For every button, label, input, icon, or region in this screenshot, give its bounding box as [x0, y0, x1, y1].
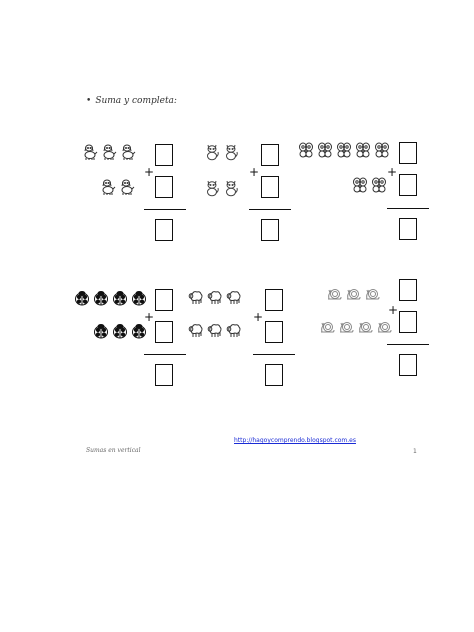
ladybug-icon: [131, 289, 147, 307]
picture-row-top: [326, 285, 380, 303]
picture-row-bottom: [188, 321, 242, 339]
butterfly-icon: [317, 141, 333, 159]
answer-box-bottom[interactable]: [155, 176, 173, 198]
picture-row-bottom: [319, 318, 392, 336]
dog-icon: [119, 178, 135, 196]
answer-box-result[interactable]: [399, 218, 417, 240]
ladybug-icon: [112, 289, 128, 307]
answer-box-top[interactable]: [265, 289, 283, 311]
cat-icon: [223, 179, 239, 197]
bullet: •: [86, 96, 92, 106]
sum-line: [144, 354, 186, 355]
picture-row-bottom: [204, 179, 239, 197]
plus-sign: +: [144, 165, 155, 179]
butterfly-icon: [298, 141, 314, 159]
butterfly-icon: [355, 141, 371, 159]
answer-box-top[interactable]: [155, 289, 173, 311]
dog-icon: [101, 143, 117, 161]
answer-box-result[interactable]: [155, 219, 173, 241]
snail-icon: [319, 318, 335, 336]
plus-sign: +: [387, 165, 398, 179]
picture-row-bottom: [100, 178, 135, 196]
answer-box-bottom[interactable]: [261, 176, 279, 198]
picture-row-top: [204, 143, 239, 161]
answer-box-result[interactable]: [261, 219, 279, 241]
snail-icon: [357, 318, 373, 336]
footer-link[interactable]: http://hagoycomprendo.blogspot.com.es: [234, 437, 356, 444]
answer-box-result[interactable]: [399, 354, 417, 376]
sum-line: [144, 209, 186, 210]
picture-row-top: [188, 288, 242, 306]
snail-icon: [364, 285, 380, 303]
picture-row-top: [82, 143, 136, 161]
ladybug-icon: [112, 322, 128, 340]
picture-row-bottom: [352, 176, 387, 194]
answer-box-top[interactable]: [261, 144, 279, 166]
plus-sign: +: [253, 310, 264, 324]
answer-box-bottom[interactable]: [155, 321, 173, 343]
ladybug-icon: [93, 322, 109, 340]
sheep-icon: [207, 288, 223, 306]
picture-row-top: [74, 289, 147, 307]
answer-box-top[interactable]: [399, 279, 417, 301]
dog-icon: [82, 143, 98, 161]
cat-icon: [223, 143, 239, 161]
sum-line: [387, 344, 429, 345]
instruction: [86, 96, 177, 106]
plus-sign: +: [144, 310, 155, 324]
sheep-icon: [188, 288, 204, 306]
picture-row-bottom: [93, 322, 147, 340]
snail-icon: [338, 318, 354, 336]
answer-box-top[interactable]: [155, 144, 173, 166]
answer-box-bottom[interactable]: [399, 311, 417, 333]
instruction-text: Suma y completa:: [95, 96, 177, 106]
sheep-icon: [226, 288, 242, 306]
page-number: 1: [413, 448, 417, 455]
snail-icon: [345, 285, 361, 303]
dog-icon: [100, 178, 116, 196]
answer-box-bottom[interactable]: [399, 174, 417, 196]
ladybug-icon: [131, 322, 147, 340]
sheep-icon: [188, 321, 204, 339]
answer-box-result[interactable]: [265, 364, 283, 386]
butterfly-icon: [336, 141, 352, 159]
sheep-icon: [207, 321, 223, 339]
sheep-icon: [226, 321, 242, 339]
picture-row-top: [298, 141, 390, 159]
answer-box-result[interactable]: [155, 364, 173, 386]
sum-line: [249, 209, 291, 210]
cat-icon: [204, 143, 220, 161]
footer-title: Sumas en vertical: [86, 447, 141, 454]
butterfly-icon: [352, 176, 368, 194]
dog-icon: [120, 143, 136, 161]
sum-line: [253, 354, 295, 355]
snail-icon: [326, 285, 342, 303]
sum-line: [387, 208, 429, 209]
butterfly-icon: [374, 141, 390, 159]
plus-sign: +: [249, 165, 260, 179]
snail-icon: [376, 318, 392, 336]
ladybug-icon: [74, 289, 90, 307]
answer-box-top[interactable]: [399, 142, 417, 164]
cat-icon: [204, 179, 220, 197]
butterfly-icon: [371, 176, 387, 194]
ladybug-icon: [93, 289, 109, 307]
answer-box-bottom[interactable]: [265, 321, 283, 343]
plus-sign: +: [388, 303, 399, 317]
